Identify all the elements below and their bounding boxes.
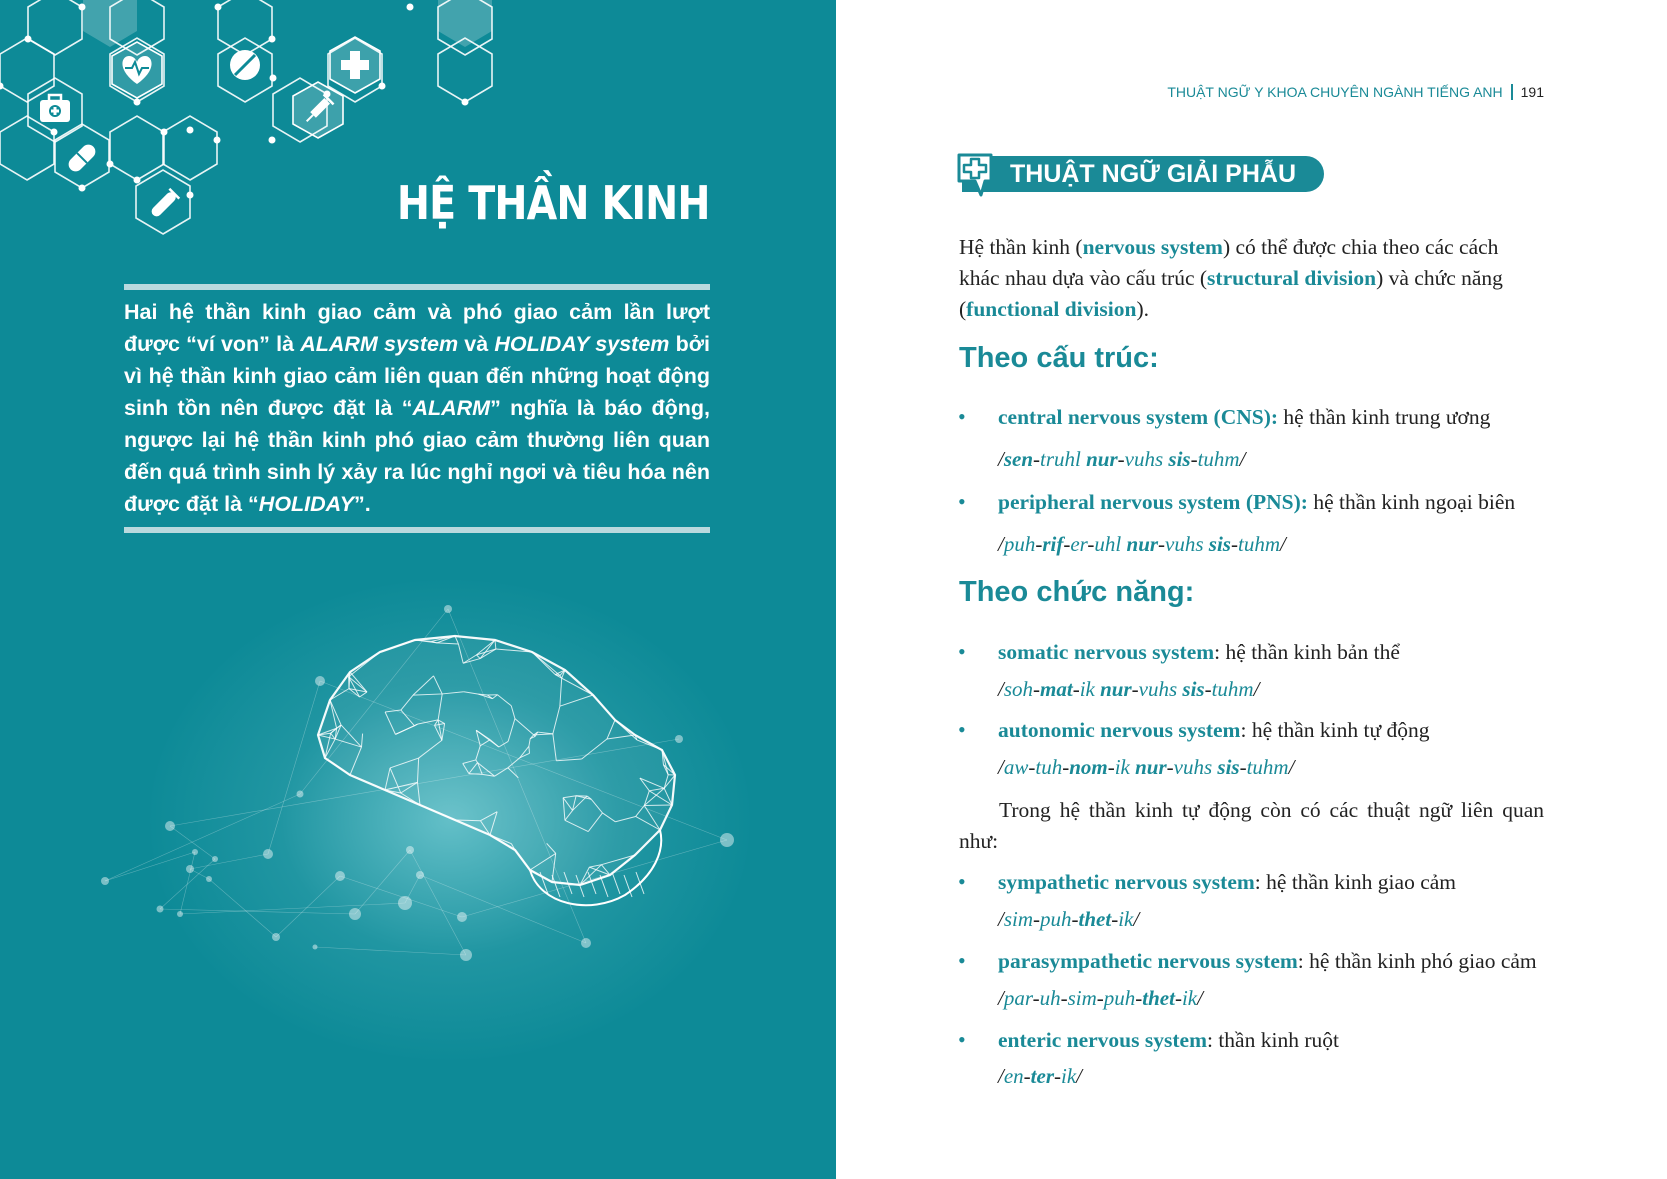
term-name: sympathetic nervous system: [998, 870, 1255, 894]
medical-cross-icon: [955, 151, 1001, 203]
term-meaning: : hệ thần kinh bản thể: [1214, 640, 1400, 664]
term-name: central nervous system (CNS):: [998, 405, 1279, 429]
pronunciation: /en-ter-ik/: [998, 1064, 1082, 1088]
bullet-icon: •: [958, 717, 966, 742]
term-name: enteric nervous system: [998, 1028, 1207, 1052]
term-meaning: : hệ thần kinh phó giao cảm: [1297, 949, 1537, 973]
function-heading: Theo chức năng:: [959, 576, 1195, 608]
term-name: autonomic nervous system: [998, 718, 1241, 742]
bullet-icon: •: [958, 1027, 966, 1052]
pronunciation: /sim-puh-thet-ik/: [998, 907, 1140, 931]
term-line: [998, 949, 1558, 974]
pronunciation: /aw-tuh-nom-ik nur-vuhs sis-tuhm/: [998, 755, 1295, 779]
section-title: THUẬT NGỮ GIẢI PHẪU: [1010, 160, 1297, 188]
header-separator: [1511, 84, 1513, 100]
term-name: parasympathetic nervous system: [998, 949, 1298, 973]
pronunciation: /puh-rif-er-uhl nur-vuhs sis-tuhm/: [998, 532, 1286, 556]
right-page: [836, 0, 1667, 1179]
chapter-intro: Hai hệ thần kinh giao cảm và phó giao cảm lần lượt được “ví von” là ALARM system và HOLIDAY system bởi vì hệ thần kinh giao cảm liên quan đến những hoạt động sinh tồn nên được đặt là “ALARM” nghĩa là báo động, ngược lại hệ thần kinh phó giao cảm thường liên quan đến quá trình sinh lý xảy ra lúc nghỉ ngơi và tiêu hóa nên được đặt là “HOLIDAY”.: [124, 300, 710, 516]
running-header: [1167, 84, 1544, 100]
term-name: somatic nervous system: [998, 640, 1215, 664]
bullet-icon: •: [958, 639, 966, 664]
bullet-icon: •: [958, 948, 966, 973]
pronunciation: /sen-truhl nur-vuhs sis-tuhm/: [998, 447, 1246, 471]
autonomic-note: Trong hệ thần kinh tự động còn có các thuật ngữ liên quan như:: [959, 798, 1544, 853]
term-meaning: : hệ thần kinh giao cảm: [1254, 870, 1457, 894]
term-line: [998, 640, 1558, 665]
right-intro: Hệ thần kinh (nervous system) có thể được chia theo các cách khác nhau dựa vào cấu trúc (structural division) và chức năng (functional division).: [959, 235, 1503, 321]
term-meaning: hệ thần kinh ngoại biên: [1307, 490, 1516, 514]
structure-heading: Theo cấu trúc:: [959, 342, 1159, 374]
term-meaning: hệ thần kinh trung ương: [1278, 405, 1491, 429]
term-name: peripheral nervous system (PNS):: [998, 490, 1308, 514]
pronunciation: /par-uh-sim-puh-thet-ik/: [998, 986, 1203, 1010]
term-meaning: : thần kinh ruột: [1206, 1028, 1339, 1052]
page-number: 191: [1520, 84, 1544, 100]
chapter-title: HỆ THẦN KINH: [397, 176, 710, 230]
bullet-icon: •: [958, 869, 966, 894]
term-line: [998, 1028, 1558, 1053]
term-line: [998, 870, 1558, 895]
term-meaning: : hệ thần kinh tự động: [1240, 718, 1430, 742]
term-line: [998, 718, 1558, 743]
book-title: THUẬT NGỮ Y KHOA CHUYÊN NGÀNH TIẾNG ANH: [1167, 84, 1503, 100]
bullet-icon: •: [958, 404, 966, 429]
brain-illustration: [101, 605, 734, 961]
pronunciation: /soh-mat-ik nur-vuhs sis-tuhm/: [998, 677, 1260, 701]
bullet-icon: •: [958, 489, 966, 514]
term-line: [998, 405, 1558, 430]
term-line: [998, 490, 1558, 515]
